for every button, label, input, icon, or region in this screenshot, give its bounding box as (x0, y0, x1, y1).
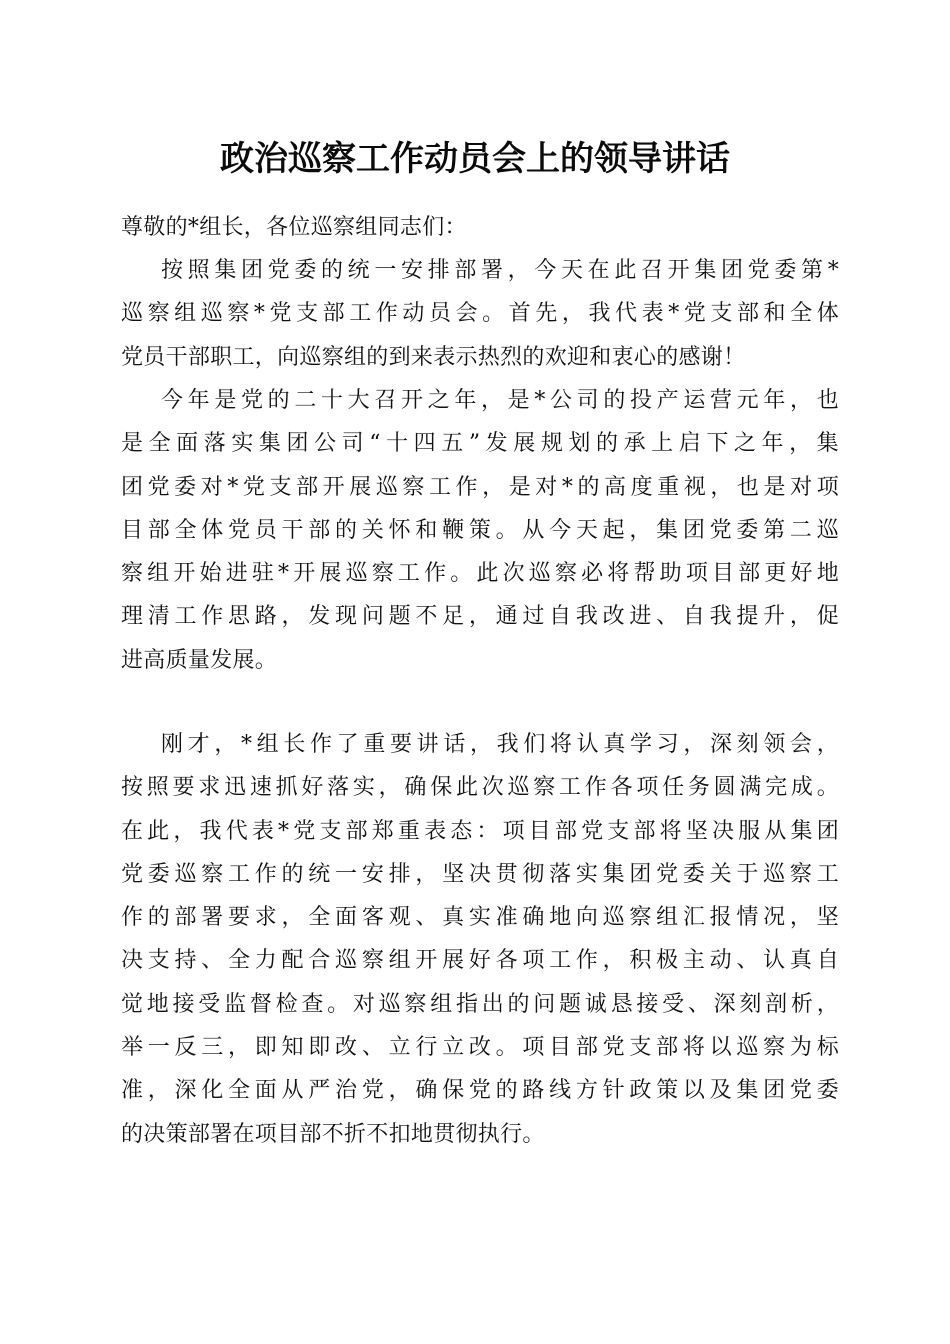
paragraph-line: 党员干部职工，向巡察组的到来表示热烈的欢迎和衷心的感谢！ (121, 344, 746, 370)
paragraph-line: 按照集团党委的统一安排部署，今天在此召开集团党委第* (161, 258, 839, 283)
paragraph-line: 是全面落实集团公司“十四五”发展规划的承上启下之年，集 (121, 431, 839, 457)
paragraph-3 (121, 723, 839, 1156)
paragraph-line: 进高质量发展。 (121, 647, 278, 673)
paragraph-line: 作的部署要求，全面客观、真实准确地向巡察组汇报情况，坚 (121, 905, 839, 931)
paragraph-line: 举一反三，即知即改、立行立改。项目部党支部将以巡察为标 (121, 1035, 839, 1061)
paragraph-line: 党委巡察工作的统一安排，坚决贯彻落实集团党委关于巡察工 (121, 861, 839, 887)
paragraph-line: 决支持、全力配合巡察组开展好各项工作，积极主动、认真自 (121, 948, 839, 974)
paragraph-line: 今年是党的二十大召开之年，是*公司的投产运营元年，也 (161, 388, 839, 413)
paragraph-1 (121, 249, 839, 379)
salutation: 尊敬的*组长，各位巡察组同志们： (121, 215, 467, 240)
paragraph-line: 在此，我代表*党支部郑重表态：项目部党支部将坚决服从集团 (121, 818, 839, 844)
paragraph-line: 觉地接受监督检查。对巡察组指出的问题诚恳接受、深刻剖析， (121, 991, 839, 1017)
paragraph-line: 目部全体党员干部的关怀和鞭策。从今天起，集团党委第二巡 (121, 517, 839, 543)
paragraph-line: 按照要求迅速抓好落实，确保此次巡察工作各项任务圆满完成。 (121, 775, 839, 801)
paragraph-line: 察组开始进驻*开展巡察工作。此次巡察必将帮助项目部更好地 (121, 561, 839, 587)
paragraph-line: 团党委对*党支部开展巡察工作，是对*的高度重视，也是对项 (121, 474, 839, 500)
paragraph-2 (121, 379, 839, 682)
paragraph-line: 巡察组巡察*党支部工作动员会。首先，我代表*党支部和全体 (121, 301, 839, 327)
paragraph-line: 准，深化全面从严治党，确保党的路线方针政策以及集团党委 (121, 1078, 839, 1104)
paragraph-line: 的决策部署在项目部不折不扣地贯彻执行。 (121, 1121, 545, 1147)
paragraph-line: 刚才，*组长作了重要讲话，我们将认真学习，深刻领会， (161, 732, 839, 757)
document-title: 政治巡察工作动员会上的领导讲话 (220, 139, 730, 179)
paragraph-line: 理清工作思路，发现问题不足，通过自我改进、自我提升，促 (121, 604, 839, 630)
